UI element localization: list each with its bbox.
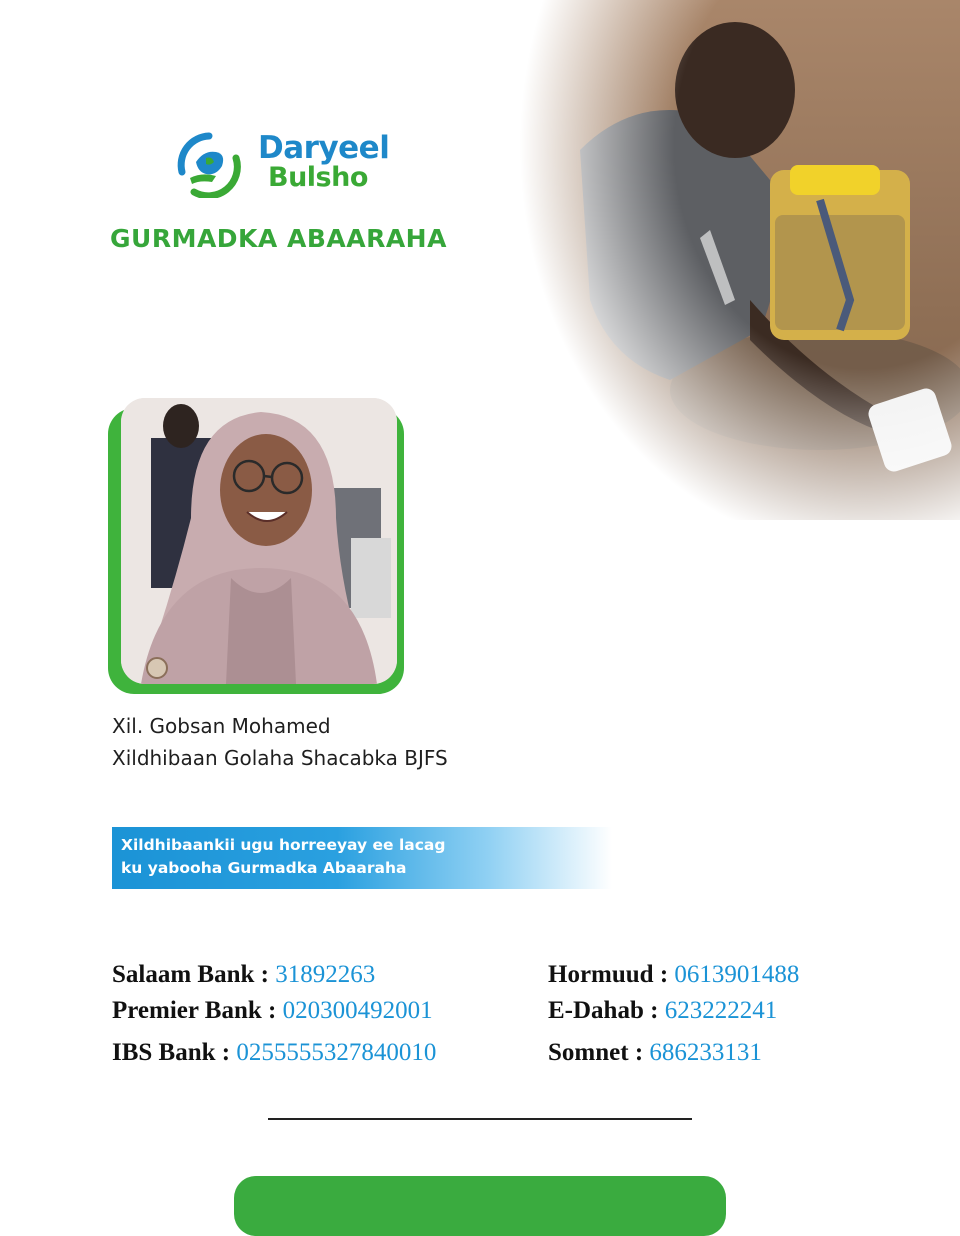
account-label: Premier Bank (112, 997, 262, 1024)
hero-photo-child-water (520, 0, 960, 520)
brand-name-line1: Daryeel (258, 130, 390, 166)
brand-name-line2: Bulsho (268, 162, 368, 193)
account-number: 020300492001 (282, 997, 433, 1024)
account-label: Salaam Bank (112, 961, 255, 988)
account-somnet: Somnet : 686233131 (548, 1039, 762, 1066)
account-number: 686233131 (649, 1039, 762, 1066)
person-role: Xildhibaan Golaha Shacabka BJFS (112, 746, 448, 770)
highlight-line-1: Xildhibaankii ugu horreeyay ee lacag (121, 836, 446, 854)
highlight-line-2: ku yabooha Gurmadka Abaaraha (121, 859, 407, 877)
account-ibs-bank: IBS Bank : 0255555327840010 (112, 1039, 437, 1066)
portrait-photo (121, 398, 397, 684)
brand-logo (176, 130, 406, 200)
divider-line (268, 1118, 692, 1120)
account-label: E-Dahab (548, 997, 644, 1024)
hands-globe-icon (176, 132, 242, 198)
account-e-dahab: E-Dahab : 623222241 (548, 997, 778, 1024)
page-title: GURMADKA ABAARAHA (110, 224, 447, 253)
account-premier-bank: Premier Bank : 020300492001 (112, 997, 433, 1024)
person-name: Xil. Gobsan Mohamed (112, 714, 331, 738)
account-label: IBS Bank (112, 1039, 216, 1066)
account-salaam-bank: Salaam Bank : 31892263 (112, 961, 376, 988)
account-label: Hormuud (548, 961, 654, 988)
account-number: 31892263 (275, 961, 376, 988)
bottom-green-bar (234, 1176, 726, 1236)
account-hormuud: Hormuud : 0613901488 (548, 961, 800, 988)
account-label: Somnet (548, 1039, 629, 1066)
account-number: 623222241 (664, 997, 778, 1024)
highlight-banner (112, 827, 612, 889)
account-number: 0613901488 (674, 961, 800, 988)
account-number: 0255555327840010 (236, 1039, 437, 1066)
